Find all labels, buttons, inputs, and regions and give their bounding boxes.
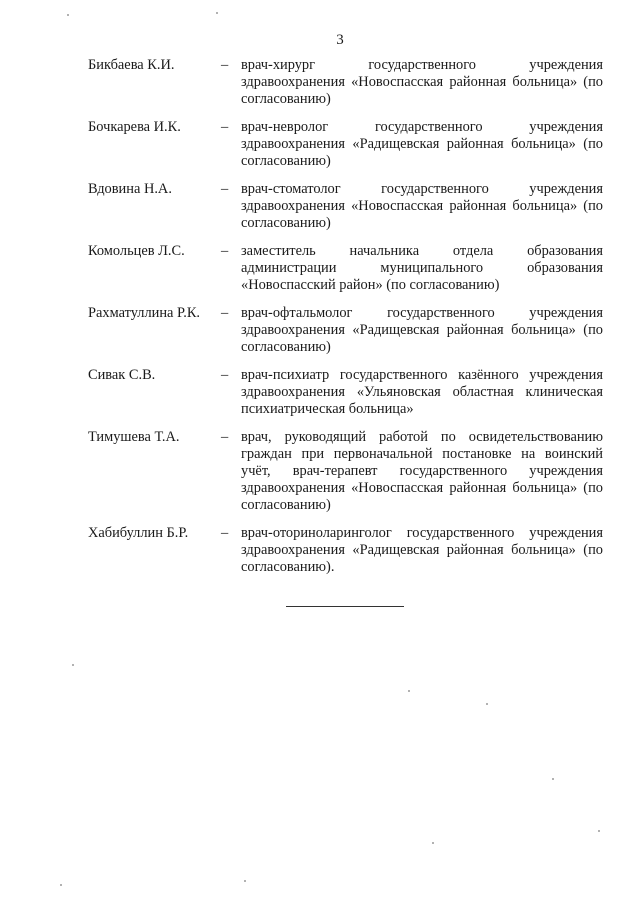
list-item — [88, 181, 603, 232]
scan-speck — [72, 664, 74, 666]
list-item — [88, 119, 603, 170]
member-name: Бикбаева К.И. — [88, 57, 175, 73]
member-description: врач-оториноларинголог государственного учреждения здравоохранения «Радищевская районная больница» (по согласованию). — [241, 525, 603, 575]
dash-separator: – — [221, 525, 229, 541]
dash-separator: – — [221, 367, 229, 383]
dash-separator: – — [221, 119, 229, 135]
list-item — [88, 525, 603, 576]
dash-separator: – — [221, 243, 229, 259]
member-name: Тимушева Т.А. — [88, 429, 180, 445]
member-name: Хабибуллин Б.Р. — [88, 525, 189, 541]
member-name: Рахматуллина Р.К. — [88, 305, 201, 321]
dash-separator: – — [221, 181, 229, 197]
member-description: врач-хирург государственного учреждения здравоохранения «Новоспасская районная больница» (по согласованию) — [241, 57, 603, 107]
list-item — [88, 305, 603, 356]
dash-separator: – — [221, 305, 229, 321]
list-item — [88, 57, 603, 108]
member-name: Вдовина Н.А. — [88, 181, 172, 197]
scan-speck — [60, 884, 62, 886]
scan-speck — [67, 14, 69, 16]
scan-speck — [552, 778, 554, 780]
list-item — [88, 367, 603, 418]
scan-speck — [486, 703, 488, 705]
list-item — [88, 429, 603, 514]
scan-speck — [598, 830, 600, 832]
dash-separator: – — [221, 57, 229, 73]
scan-speck — [244, 880, 246, 882]
scan-speck — [432, 842, 434, 844]
dash-separator: – — [221, 429, 229, 445]
member-description: врач-психиатр государственного казённого учреждения здравоохранения «Ульяновская областная клиническая психиатрическая больница» — [241, 367, 603, 417]
member-description: врач-невролог государственного учреждения здравоохранения «Радищевская районная больница» (по согласованию) — [241, 119, 603, 169]
member-description: врач-офтальмолог государственного учреждения здравоохранения «Радищевская районная больница» (по согласованию) — [241, 305, 603, 355]
member-description: врач-стоматолог государственного учреждения здравоохранения «Новоспасская районная больница» (по согласованию) — [241, 181, 603, 231]
member-name: Сивак С.В. — [88, 367, 156, 383]
list-item — [88, 243, 603, 294]
member-list — [88, 57, 603, 576]
page-number: 3 — [336, 32, 344, 48]
member-description: заместитель начальника отдела образования администрации муниципального образования «Новоспасский район» (по согласованию) — [241, 243, 603, 293]
member-name: Комольцев Л.С. — [88, 243, 185, 259]
closing-rule — [286, 606, 404, 607]
scan-speck — [216, 12, 218, 14]
scan-speck — [408, 690, 410, 692]
member-name: Бочкарева И.К. — [88, 119, 181, 135]
member-description: врач, руководящий работой по освидетельствованию граждан при первоначальной постановке на воинский учёт, врач-терапевт государственного учреждения здравоохранения «Новоспасская районная больница» (по согласованию) — [241, 429, 603, 513]
